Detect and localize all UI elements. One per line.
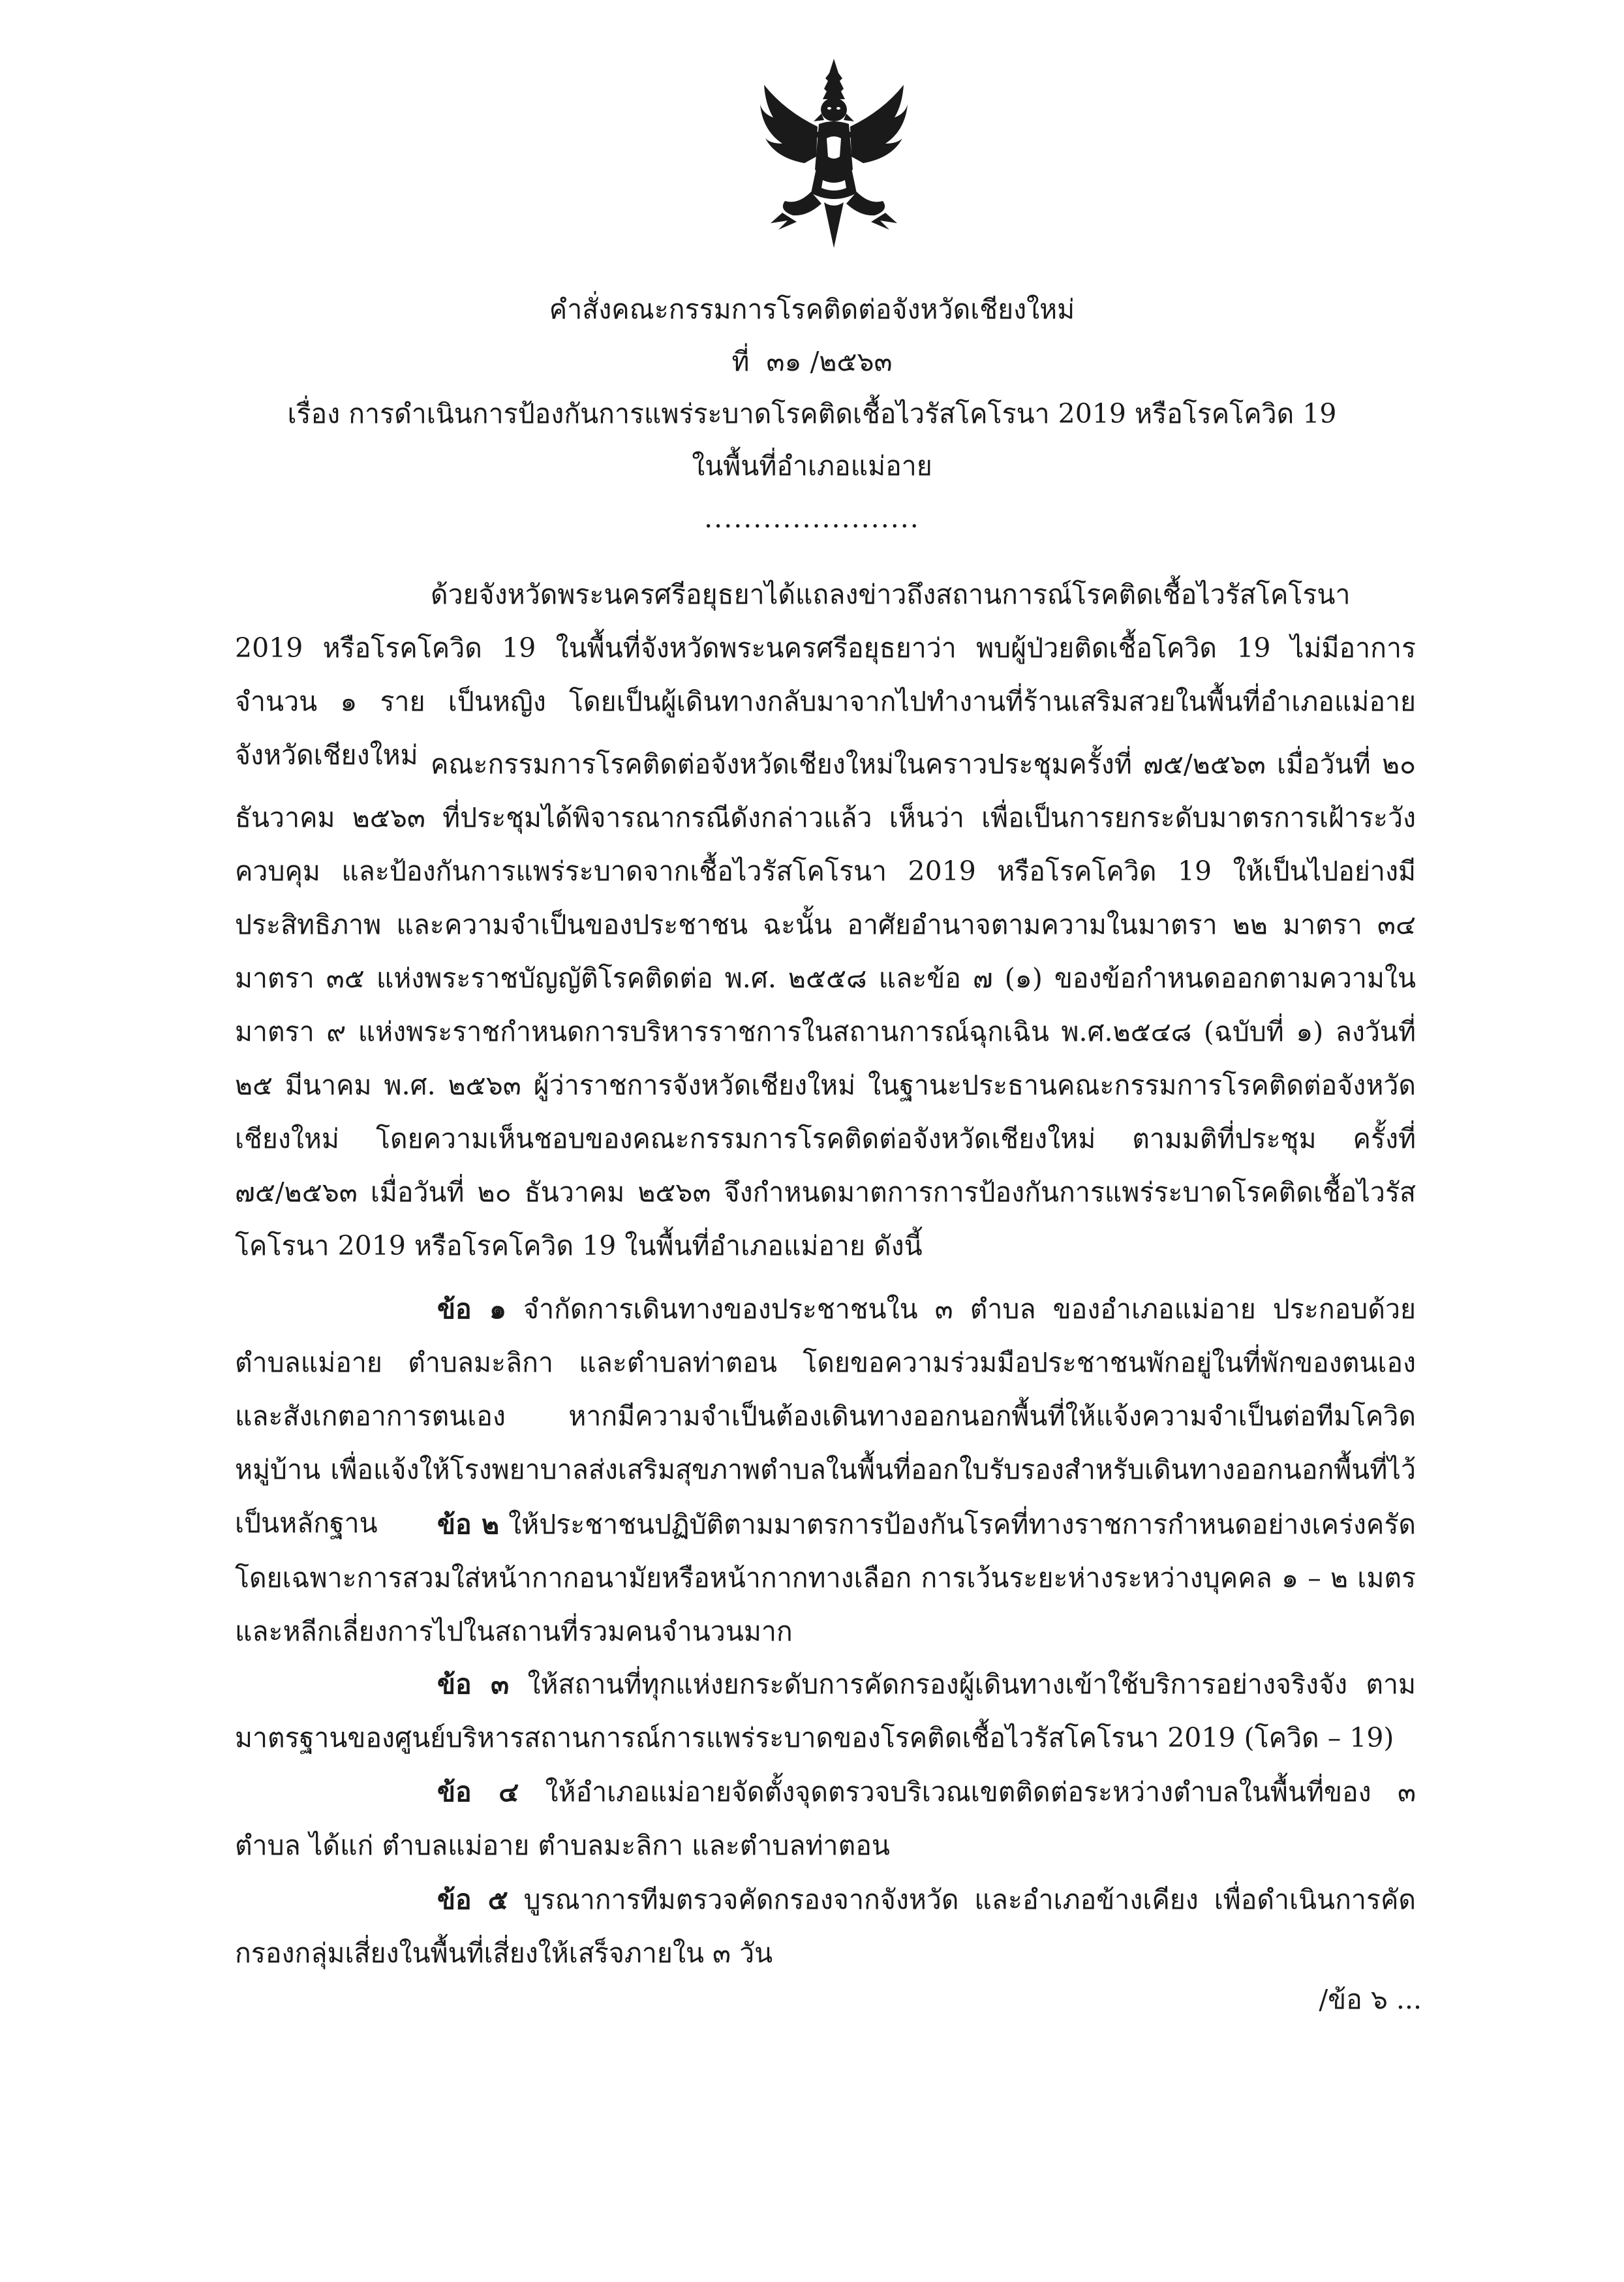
clause-label: ข้อ ๔	[437, 1776, 519, 1808]
clause-text: จำกัดการเดินทางของประชาชนใน ๓ ตำบล ของอำเภอแม่อาย ประกอบด้วย ตำบลแม่อาย ตำบลมะลิกา และตำบลท่าตอน โดยขอความร่วมมือประชาชนพักอยู่ในที่พักของตนเอง และสังเกตอาการตนเอง หากมีความจำเป็นต้องเดินทางออกนอกพื้นที่ให้แจ้งความจำเป็นต่อทีมโควิดหมู่บ้าน เพื่อแจ้งให้โรงพยาบาลส่งเสริมสุขภาพตำบลในพื้นที่ออกใบรับรองสำหรับเดินทางออกนอกพื้นที่ไว้เป็นหลักฐาน	[235, 1293, 1416, 1539]
clause-label: ข้อ ๑	[437, 1293, 506, 1325]
order-number-prefix: ที่	[731, 346, 750, 377]
order-subject-line2: ในพื้นที่อำเภอแม่อาย	[692, 450, 932, 482]
header-separator: ......................	[704, 502, 920, 534]
order-title: คำสั่งคณะกรรมการโรคติดต่อจังหวัดเชียงใหม่	[549, 294, 1075, 325]
clause-4	[235, 1765, 1416, 1872]
body-paragraph-2: คณะกรรมการโรคติดต่อจังหวัดเชียงใหม่ในคราวประชุมครั้งที่ ๗๕/๒๕๖๓ เมื่อวันที่ ๒๐ ธันวาคม ๒๕๖๓ ที่ประชุมได้พิจารณากรณีดังกล่าวแล้ว เห็นว่า เพื่อเป็นการยกระดับมาตรการเฝ้าระวัง ควบคุม และป้องกันการแพร่ระบาดจากเชื้อไวรัสโคโรนา 2019 หรือโรคโควิด 19 ให้เป็นไปอย่างมีประสิทธิภาพ และความจำเป็นของประชาชน ฉะนั้น อาศัยอำนาจตามความในมาตรา ๒๒ มาตรา ๓๔ มาตรา ๓๕ แห่งพระราชบัญญัติโรคติดต่อ พ.ศ. ๒๕๕๘ และข้อ ๗ (๑) ของข้อกำหนดออกตามความในมาตรา ๙ แห่งพระราชกำหนดการบริหารราชการในสถานการณ์ฉุกเฉิน พ.ศ.๒๕๔๘ (ฉบับที่ ๑) ลงวันที่ ๒๕ มีนาคม พ.ศ. ๒๕๖๓ ผู้ว่าราชการจังหวัดเชียงใหม่ ในฐานะประธานคณะกรรมการโรคติดต่อจังหวัดเชียงใหม่ โดยความเห็นชอบของคณะกรรมการโรคติดต่อจังหวัดเชียงใหม่ ตามมติที่ประชุม ครั้งที่ ๗๕/๒๕๖๓ เมื่อวันที่ ๒๐ ธันวาคม ๒๕๖๓ จึงกำหนดมาตการการป้องกันการแพร่ระบาดโรคติดเชื้อไวรัสโคโรนา 2019 หรือโรคโควิด 19 ในพื้นที่อำเภอแม่อาย ดังนี้	[235, 748, 1416, 1261]
continued-marker: /ข้อ ๖ ...	[1319, 1984, 1422, 2015]
clause-text: ให้อำเภอแม่อายจัดตั้งจุดตรวจบริเวณเขตติดต่อระหว่างตำบลในพื้นที่ของ ๓ ตำบล ได้แก่ ตำบลแม่อาย ตำบลมะลิกา และตำบลท่าตอน	[235, 1776, 1416, 1861]
clause-label: ข้อ ๒	[437, 1509, 500, 1540]
garuda-emblem-icon	[759, 59, 909, 254]
clause-label: ข้อ ๓	[437, 1669, 510, 1700]
clause-3	[235, 1658, 1416, 1765]
clause-5	[235, 1873, 1416, 1980]
clause-text: ให้สถานที่ทุกแห่งยกระดับการคัดกรองผู้เดินทางเข้าใช้บริการอย่างจริงจัง ตามมาตรฐานของศูนย์บริหารสถานการณ์การแพร่ระบาดของโรคติดเชื้อไวรัสโคโรนา 2019 (โควิด – 19)	[235, 1669, 1417, 1753]
order-subject: เรื่อง การดำเนินการป้องกันการแพร่ระบาดโรคติดเชื้อไวรัสโคโรนา 2019 หรือโรคโควิด 19	[287, 398, 1337, 429]
clause-text: บูรณาการทีมตรวจคัดกรองจากจังหวัด และอำเภอข้างเคียง เพื่อดำเนินการคัดกรองกลุ่มเสี่ยงในพื้นที่เสี่ยงให้เสร็จภายใน ๓ วัน	[235, 1884, 1416, 1969]
order-number: ๓๑ /๒๕๖๓	[766, 346, 893, 377]
clause-2	[235, 1498, 1416, 1658]
body-paragraph-1: ด้วยจังหวัดพระนครศรีอยุธยาได้แถลงข่าวถึงสถานการณ์โรคติดเชื้อไวรัสโคโรนา 2019 หรือโรคโควิด 19 ในพื้นที่จังหวัดพระนครศรีอยุธยาว่า พบผู้ป่วยติดเชื้อโควิด 19 ไม่มีอาการ จำนวน ๑ ราย เป็นหญิง โดยเป็นผู้เดินทางกลับมาจากไปทำงานที่ร้านเสริมสวยในพื้นที่อำเภอแม่อาย จังหวัดเชียงใหม่	[235, 579, 1416, 771]
clause-label: ข้อ ๕	[437, 1884, 508, 1915]
clause-text: ให้ประชาชนปฏิบัติตามมาตรการป้องกันโรคที่ทางราชการกำหนดอย่างเคร่งครัด โดยเฉพาะการสวมใส่หน้ากากอนามัยหรือหน้ากากทางเลือก การเว้นระยะห่างระหว่างบุคคล ๑ – ๒ เมตร และหลีกเลี่ยงการไปในสถานที่รวมคนจำนวนมาก	[235, 1509, 1416, 1647]
order-number-line	[0, 343, 1624, 380]
